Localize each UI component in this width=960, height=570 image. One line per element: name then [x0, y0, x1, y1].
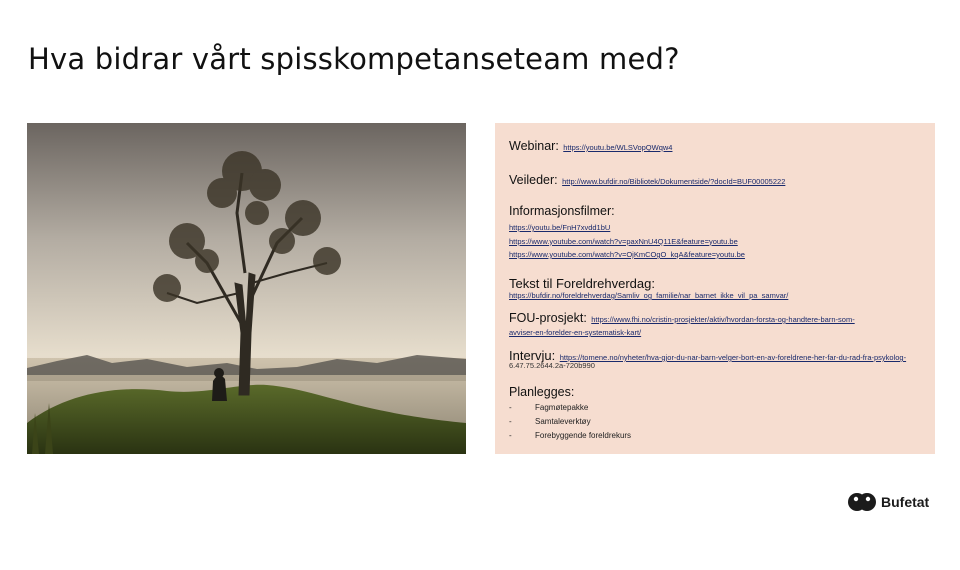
intervju-label: Intervju:	[509, 348, 556, 363]
veileder-row	[509, 171, 785, 189]
info-panel	[495, 123, 935, 454]
list-item: - Forebyggende foreldrekurs	[509, 431, 632, 440]
webinar-label: Webinar:	[509, 139, 559, 153]
photo-credit: FRANK RUNE ISAKSEN www.frikant.no	[423, 546, 470, 569]
info-films-label: Informasjonsfilmer:	[509, 204, 615, 218]
intervju-link[interactable]: https://tomene.no/nyheter/hva-gjor-du-nar-barn-velger-bort-en-av-foreldrene-her-far-du-rad-fra-psykolog-	[559, 353, 907, 362]
intervju-sub: 6.47.75.2644.2a-720b990	[509, 361, 595, 370]
info-film-link[interactable]: https://www.youtube.com/watch?v=OjKmCOgO_kqA&feature=youtu.be	[509, 250, 745, 259]
fou-link[interactable]: https://www.fhi.no/cristin-prosjekter/aktiv/hvordan-forsta-og-handtere-barn-som-	[591, 315, 855, 324]
landscape-photo	[27, 123, 470, 569]
fou-label: FOU-prosjekt:	[509, 311, 587, 325]
info-film-link[interactable]: https://www.youtube.com/watch?v=paxNnU4Q11E&feature=youtu.be	[509, 236, 738, 246]
list-item: - Samtaleverktøy	[509, 417, 591, 426]
fou-link-continued[interactable]: avviser-en-forelder-en-systematisk-kart/	[509, 328, 642, 337]
list-item: - Fagmøtepakke	[509, 403, 589, 412]
planlegges-label: Planlegges:	[509, 385, 575, 399]
info-film-link[interactable]: https://youtu.be/FnH7xvdd1bU	[509, 223, 611, 232]
planlegges-list	[509, 401, 631, 443]
tree-landscape-image	[27, 123, 466, 454]
bufetat-logo	[847, 490, 929, 514]
webinar-link[interactable]: https://youtu.be/WLSVopQWqw4	[563, 143, 673, 152]
info-films-block	[509, 204, 745, 262]
bufetat-logo-icon	[847, 491, 877, 513]
tekst-label: Tekst til Foreldrehverdag:	[509, 276, 655, 291]
tekst-link[interactable]: https://bufdir.no/foreldrehverdag/Samliv_og_familie/nar_barnet_ikke_vil_pa_samvar/	[509, 291, 789, 300]
logo-text: Bufetat	[881, 494, 930, 510]
page-title: Hva bidrar vårt spisskompetanseteam med?	[28, 42, 680, 76]
webinar-row	[509, 137, 672, 155]
veileder-label: Veileder:	[509, 173, 558, 187]
veileder-link[interactable]: http://www.bufdir.no/Bibliotek/Dokumentside/?docId=BUF00005222	[562, 177, 786, 186]
